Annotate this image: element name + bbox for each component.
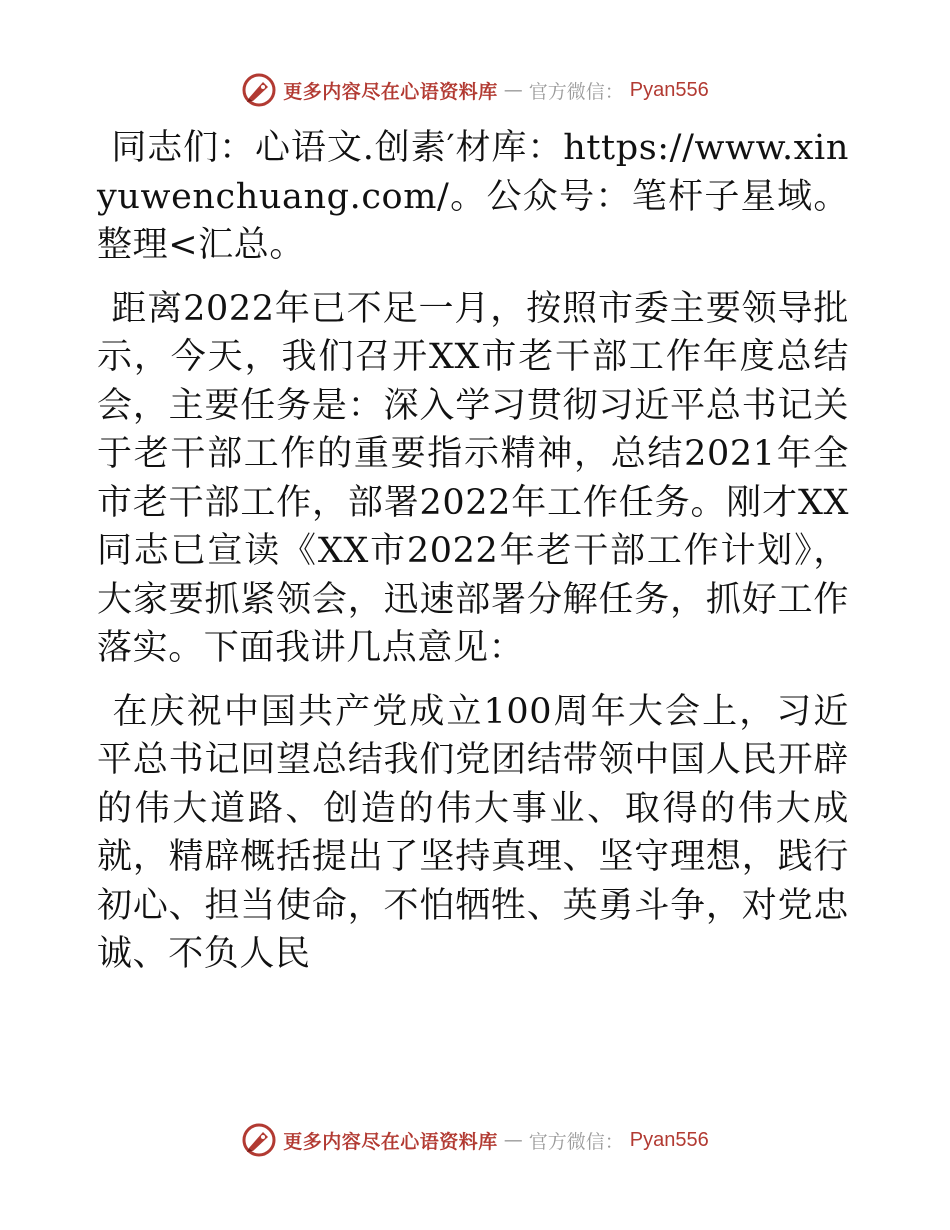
paragraph-text: 距离2022年已不足一月，按照市委主要领导批示，今天，我们召开XX市老干部工作年度总结会，主要任务是：深入学习贯彻习近平总书记关于老干部工作的重要指示精神，总结2021年全市老干部工作，部署2022年工作任务。刚才XX同志已宣读《XX市2022年老干部工作计划》，大家要抓紧领会，迅速部署分解任务，抓好工作落实。下面我讲几点意见： bbox=[97, 288, 849, 668]
watermark-separator: — bbox=[503, 79, 523, 101]
watermark-wechat-id: Pyan556 bbox=[629, 1128, 709, 1151]
pen-nib-circle-icon bbox=[241, 1122, 277, 1158]
paragraph-intro bbox=[97, 285, 849, 673]
footer-watermark bbox=[0, 1118, 950, 1162]
document-body bbox=[97, 124, 849, 994]
watermark-wechat-id: Pyan556 bbox=[629, 78, 709, 101]
paragraph-text: 同志们：心语文.创素′材库：https://www.xinyuwenchuang.com/。公众号：笔杆子星域。整理<汇总。 bbox=[97, 128, 849, 265]
watermark-main-text: 更多内容尽在心语资料库 bbox=[283, 80, 498, 103]
header-watermark bbox=[0, 68, 950, 112]
watermark-suffix: 官方微信： bbox=[528, 1130, 624, 1153]
paragraph-greeting bbox=[97, 124, 849, 270]
watermark-main-text: 更多内容尽在心语资料库 bbox=[283, 1130, 498, 1153]
paragraph-text: 在庆祝中国共产党成立100周年大会上，习近平总书记回望总结我们党团结带领中国人民开辟的伟大道路、创造的伟大事业、取得的伟大成就，精辟概括提出了坚持真理、坚守理想，践行初心、担当使命，不怕牺牲、英勇斗争，对党忠诚、不负人民 bbox=[97, 691, 849, 974]
pen-nib-circle-icon bbox=[241, 72, 277, 108]
watermark-suffix: 官方微信： bbox=[528, 80, 624, 103]
paragraph-centenary bbox=[97, 688, 849, 979]
watermark-separator: — bbox=[503, 1129, 523, 1151]
